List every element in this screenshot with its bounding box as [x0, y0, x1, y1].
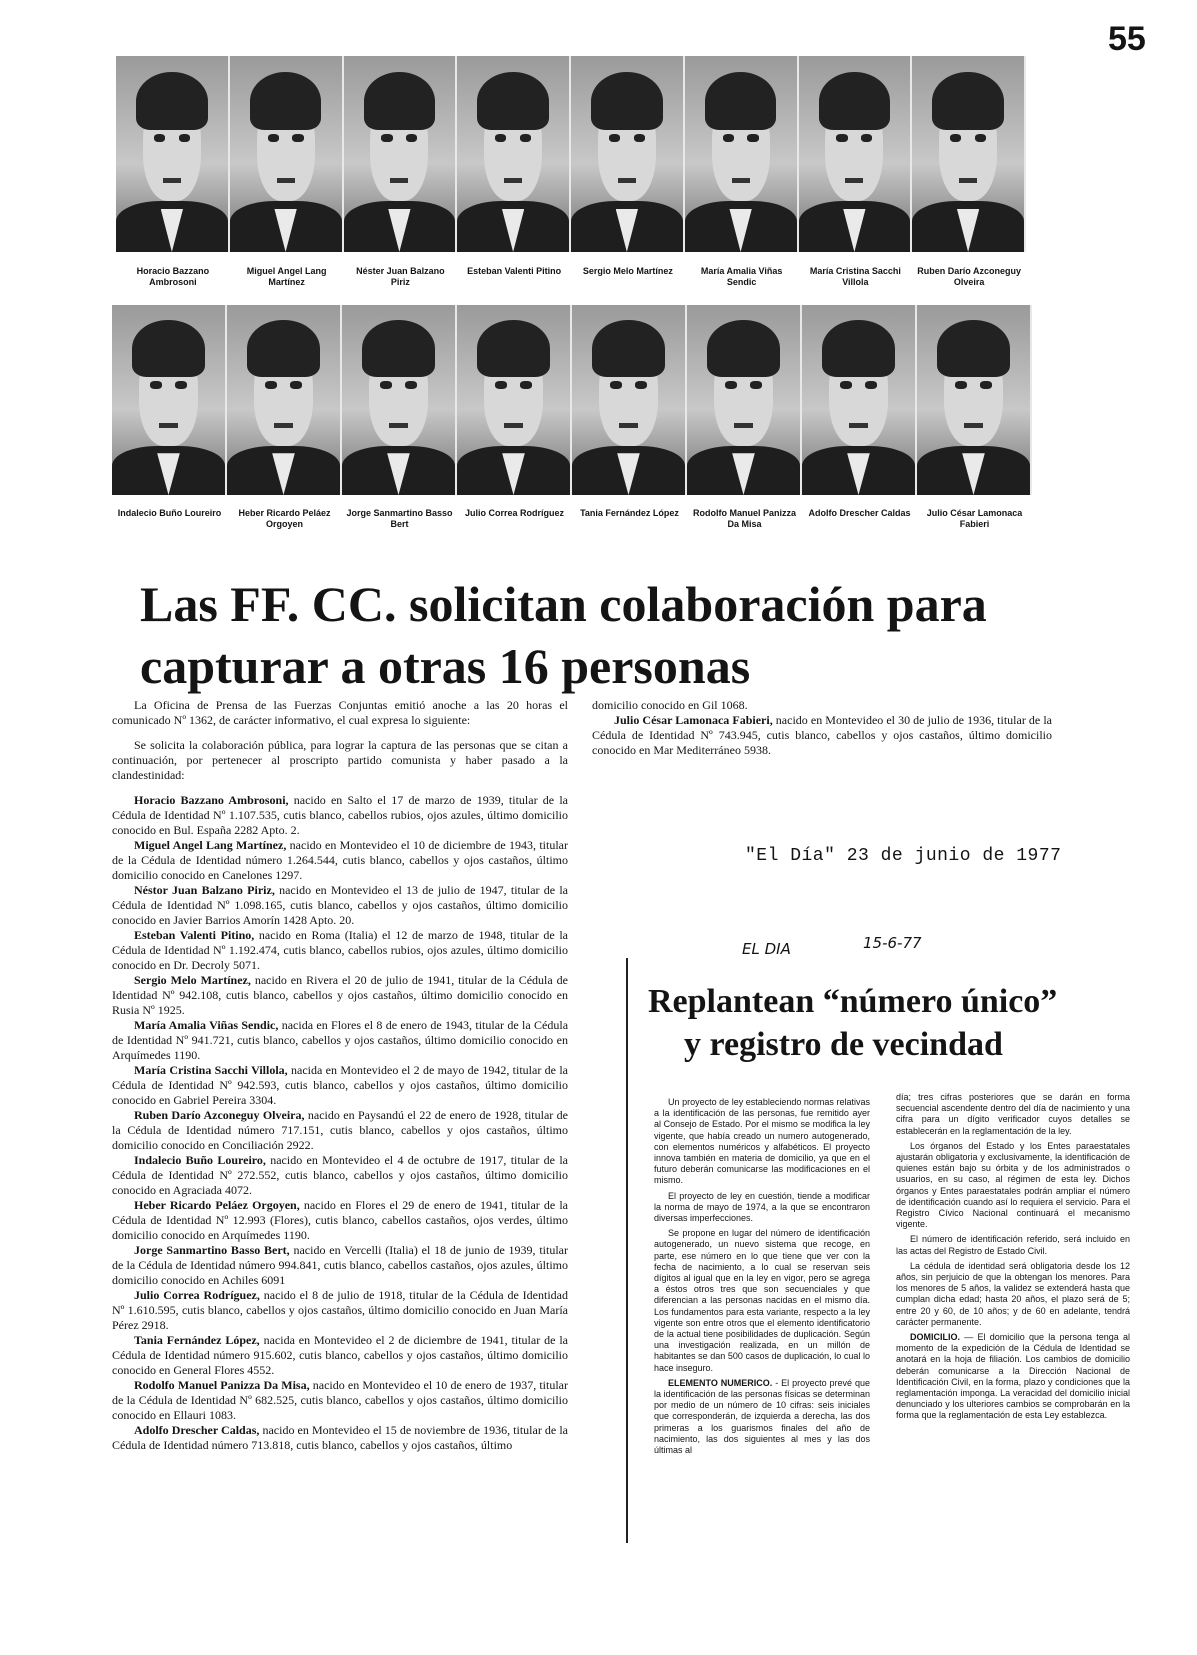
- entries-list: [112, 793, 568, 1453]
- portrait-photo: [917, 305, 1032, 495]
- portrait-caption: Sergio Melo Martínez: [582, 266, 673, 276]
- article1-headline: Las FF. CC. solicitan colaboración para capturar a otras 16 personas: [140, 576, 987, 694]
- entry-name: Miguel Angel Lang Martínez,: [134, 838, 287, 852]
- entry-text: nacido en Montevideo el 15 de noviembre de 1936, titular de la Cédula de Identidad número 713.818, cutis blanco, cabellos y ojos castaños, último: [112, 1423, 568, 1452]
- article2-headline: [648, 980, 1098, 1066]
- article2-paragraph: El número de identificación referido, será incluido en las actas del Registro de Estado Civil.: [896, 1234, 1130, 1256]
- clipping-border: [626, 958, 628, 1543]
- portrait-caption: Jorge Sanmartino Basso Bert: [346, 508, 453, 529]
- wanted-entry: [112, 1378, 568, 1423]
- entry-text: nacido en Montevideo el 10 de diciembre de 1943, titular de la Cédula de Identidad número 1.264.544, cutis blanco, cabellos y ojos castaños, último domicilio conocido en Canelones 1297.: [112, 838, 568, 882]
- wanted-entry: [112, 1063, 568, 1108]
- article2-headline-line2: y registro de vecindad: [684, 1026, 1003, 1063]
- entry-name: Heber Ricardo Peláez Orgoyen,: [134, 1198, 300, 1212]
- portrait-caption: Esteban Valenti Pitino: [467, 266, 562, 276]
- article2-column-1: [654, 1097, 870, 1460]
- article1-request: Se solicita la colaboración pública, para lograr la captura de las personas que se citan a continuación, por pertenecer al proscripto partido comunista y haber pasado a la clandestinidad:: [112, 738, 568, 782]
- source-citation: "El Día" 23 de junio de 1977: [745, 846, 1062, 866]
- entry-name: Adolfo Drescher Caldas,: [134, 1423, 260, 1437]
- portrait-caption: Indalecio Buño Loureiro: [117, 508, 222, 518]
- wanted-entry: [112, 1153, 568, 1198]
- entry-text: nacido en Roma (Italia) el 12 de marzo de 1948, titular de la Cédula de Identidad Nº 1.192.474, cutis blanco, cabellos rubios, ojos azules, último domicilio conocido en Dr. Decroly 5071.: [112, 928, 568, 972]
- wanted-entry: [112, 1423, 568, 1453]
- entry-name: María Cristina Sacchi Villola,: [134, 1063, 288, 1077]
- numerico-text: - El proyecto prevé que la identificación de las personas físicas se determinan por medio de un número de 10 cifras: seis iniciales que corresponderán, de izquierda a derecha, las dos primeras a los guarismos finales del año de nacimiento, las dos siguientes al mes y las dos últimas al: [654, 1377, 870, 1456]
- entry-name: Julio Correa Rodríguez,: [134, 1288, 260, 1302]
- article1-left-column: [112, 698, 568, 1453]
- portrait-photo: [230, 56, 344, 252]
- page-number: 55: [1108, 20, 1146, 58]
- article1-intro: La Oficina de Prensa de las Fuerzas Conjuntas emitió anoche a las 20 horas el comunicado Nº 1362, de carácter informativo, el cual expresa lo siguiente:: [112, 698, 568, 727]
- entry-text: nacido en Montevideo el 10 de enero de 1937, titular de la Cédula de Identidad Nº 682.525, cutis blanco, cabellos y ojos castaños, último domicilio conocido en Ellauri 1083.: [112, 1378, 568, 1422]
- entry-name: Julio César Lamonaca Fabieri,: [614, 713, 773, 727]
- subhead-numerico: ELEMENTO NUMERICO.: [668, 1377, 773, 1388]
- captions-row-1: [116, 266, 1026, 288]
- entry-text: nacido en Montevideo el 30 de julio de 1936, titular de la Cédula de Identidad Nº 743.945, cutis blanco, cabellos y ojos castaños, último domicilio conocido en Mar Mediterráneo 5938.: [592, 713, 1053, 757]
- entry-name: Horacio Bazzano Ambrosoni,: [134, 793, 289, 807]
- portrait-caption: Heber Ricardo Peláez Orgoyen: [238, 508, 331, 529]
- portrait-caption: Néster Juan Balzano Piriz: [356, 266, 445, 287]
- article2-domicilio: [896, 1332, 1130, 1422]
- entry-name: Rodolfo Manuel Panizza Da Misa,: [134, 1378, 310, 1392]
- wanted-entry: [112, 1198, 568, 1243]
- portrait-photo: [227, 305, 342, 495]
- wanted-entry: [112, 838, 568, 883]
- article2-paragraph: Un proyecto de ley estableciendo normas relativas a la identificación de las personas, fue remitido ayer al Consejo de Estado. Por el mismo se modifica la ley vigente, que había creado un numero autogenerado, con elementos numéricos y alfabéticos. El proyecto innova también en materia de domicilio, ya que en el futuro deberán comunicarse las modificaciones en el mismo.: [654, 1097, 870, 1186]
- photo-row-2: [112, 305, 1032, 495]
- article2-paragraph: día; tres cifras posteriores que se darán en forma secuencial ascendente dentro del día de nacimiento y una cifra para un dígito verificador cuyos detalles se establecerán en la reglamentación de la ley.: [896, 1092, 1130, 1136]
- entry-name: Sergio Melo Martínez,: [134, 973, 251, 987]
- portrait-photo: [912, 56, 1026, 252]
- wanted-entry: [112, 883, 568, 928]
- entry-text: nacido en Montevideo el 13 de julio de 1947, titular de la Cédula de Identidad Nº 1.098.165, cutis blanco, cabellos y ojos castaños, último domicilio conocido en Javier Barrios Amorín 1428 Apto. 20.: [112, 883, 569, 927]
- wanted-entry: [112, 1333, 568, 1378]
- wanted-entry: [112, 928, 568, 973]
- entry-text: nacido en Vercelli (Italia) el 18 de junio de 1939, titular de la Cédula de Identidad número 994.841, cutis blanco, cabellos castaños, ojos azules, último domicilio conocido en Achiles 6091: [112, 1243, 568, 1287]
- article2-paragraph: Los órganos del Estado y los Entes paraestatales ajustarán obligatoria y exclusivamente, la identificación de quienes están bajo su órbita y de los administrados o usuarios, en su caso, al régimen de esta ley. Dichos órganos y Entes paraestatales podrán ampliar el número de identificación cuando así lo requiera el servicio. Para el Registro Cívico Nacional continuará el mecanismo vigente.: [896, 1140, 1130, 1230]
- article2-column-2: [896, 1092, 1130, 1426]
- portrait-caption: María Amalia Viñas Sendic: [700, 266, 783, 287]
- article2-numerico: [654, 1378, 870, 1456]
- portrait-caption: Rodolfo Manuel Panizza Da Misa: [692, 508, 796, 529]
- wanted-entry: [112, 1018, 568, 1063]
- portrait-photo: [342, 305, 457, 495]
- entry-lamonaca: [592, 713, 1052, 758]
- entry-text: nacido en Rivera el 20 de julio de 1941, titular de la Cédula de Identidad Nº 942.108, cutis blanco, cabellos y ojos castaños, último domicilio conocido en Rusia Nº 1925.: [112, 973, 568, 1017]
- subhead-domicilio: DOMICILIO.: [910, 1332, 960, 1343]
- article2-paragraph: La cédula de identidad será obligatoria desde los 12 años, sin perjuicio de que la obtengan los menores. Para los menores de 5 años, la validez se extenderá hasta que cumplan dicha edad; hasta 20 años, el plazo será de 5; entre 20 y 60, de 10 años; y de 60 en adelante, tendrá carácter permanente.: [896, 1260, 1130, 1327]
- portrait-photo: [457, 305, 572, 495]
- entry-text: nacido en Montevideo el 4 de octubre de 1917, titular de la Cédula de Identidad Nº 272.552, cutis blanco, cabellos y ojos castaños, último domicilio conocido en Agraciada 4072.: [112, 1153, 568, 1197]
- entry-text: nacida en Montevideo el 2 de mayo de 1942, titular de la Cédula de Identidad Nº 942.593, cutis blanco, cabellos y ojos castaños, último domicilio conocido en Gabriel Pereira 3304.: [112, 1063, 568, 1107]
- photo-row-1: [116, 56, 1026, 252]
- article2-headline-line1: Replantean “número único”: [648, 983, 1058, 1020]
- entry-name: Néstor Juan Balzano Piriz,: [134, 883, 275, 897]
- portrait-caption: Julio Correa Rodríguez: [464, 508, 564, 518]
- entry-text: nacido en Flores el 29 de enero de 1941, titular de la Cédula de Identidad Nº 12.993 (Flores), cutis blanco, cabellos castaños, ojos verdes, último domicilio conocido en Arquímedes 1190.: [112, 1198, 568, 1242]
- wanted-entry: [112, 973, 568, 1018]
- portrait-caption: Adolfo Drescher Caldas: [808, 508, 911, 518]
- captions-row-2: [112, 508, 1032, 530]
- article1-right-column: [592, 698, 1052, 758]
- portrait-caption: Miguel Angel Lang Martínez: [246, 266, 327, 287]
- handwritten-date: 15-6-77: [863, 934, 922, 952]
- wanted-entry: [112, 1243, 568, 1288]
- portrait-photo: [802, 305, 917, 495]
- wanted-entry: [112, 1288, 568, 1333]
- handwritten-label: EL DIA: [742, 940, 791, 958]
- entry-text: nacido en Paysandú el 22 de enero de 1928, titular de la Cédula de Identidad número 717.151, cutis blanco, cabellos y ojos castaños, último domicilio conocido en Conciliación 2922.: [112, 1108, 568, 1152]
- portrait-caption: María Cristina Sacchi Villola: [809, 266, 901, 287]
- portrait-photo: [112, 305, 227, 495]
- portrait-photo: [799, 56, 913, 252]
- portrait-caption: Ruben Darío Azconeguy Olveira: [917, 266, 1021, 287]
- portrait-photo: [344, 56, 458, 252]
- entry-name: Tania Fernández López,: [134, 1333, 260, 1347]
- portrait-photo: [572, 305, 687, 495]
- portrait-photo: [685, 56, 799, 252]
- article2-paragraph: El proyecto de ley en cuestión, tiende a modificar la norma de mayo de 1974, a la que se encontraron diversas imperfecciones.: [654, 1190, 870, 1224]
- portrait-caption: Tania Fernández López: [580, 508, 679, 518]
- entry-name: Indalecio Buño Loureiro,: [134, 1153, 266, 1167]
- entry-name: Ruben Darío Azconeguy Olveira,: [134, 1108, 305, 1122]
- portrait-photo: [457, 56, 571, 252]
- portrait-photo: [116, 56, 230, 252]
- entry-name: María Amalia Viñas Sendic,: [134, 1018, 279, 1032]
- portrait-caption: Horacio Bazzano Ambrosoni: [136, 266, 210, 287]
- portrait-photo: [687, 305, 802, 495]
- article1-continuation: domicilio conocido en Gil 1068.: [592, 698, 748, 712]
- domicilio-text: — El domicilio que la persona tenga al momento de la expedición de la Cédula de Identidad se anotará en la hoja de filiación. Los cambios de domicilio deberán comunicarse a la Dirección Nacional de Identificación Civil, en la forma, plazo y condiciones que la reglamentación imponga. La veracidad del domicilio inicial denunciado y los ulteriores cambios se comprobarán en la forma que la reglamentación de esta Ley establezca.: [896, 1332, 1130, 1421]
- entry-text: nacido el 8 de julio de 1918, titular de la Cédula de Identidad Nº 1.610.595, cutis blanco, cabellos y ojos castaños, último domicilio conocido en Juan María Pérez 2918.: [112, 1288, 568, 1332]
- entry-text: nacido en Salto el 17 de marzo de 1939, titular de la Cédula de Identidad Nº 1.107.535, cutis blanco, cabellos rubios, ojos azules, último domicilio conocido en Bul. España 2282 Apto. 2.: [112, 793, 568, 837]
- wanted-entry: [112, 1108, 568, 1153]
- entry-text: nacida en Flores el 8 de enero de 1943, titular de la Cédula de Identidad Nº 941.721, cutis blanco, cabellos y ojos castaños, último domicilio conocido en Arquímedes 1190.: [112, 1018, 569, 1062]
- article2-paragraph: Se propone en lugar del número de identificación autogenerado, un nuevo sistema que recoge, en parte, ese número en lo que tiene que ver con la fecha de nacimiento, a lo cual se reservan seis dígitos al igual que en la ley en vigor, pero se agrega a éstos otros tres que son secuenciales y que diferencian a las personas nacidas en el mismo día. Los fundamentos para esta variante, respecto a la ley vigente son entre otros que el elemento identificatorio de la actual tiene posibilidades de duplicación. Según una investigación realizada, en un millón de habitantes se dan 500 casos de duplicación, lo cual lo hace inseguro.: [654, 1228, 870, 1373]
- entry-name: Esteban Valenti Pitino,: [134, 928, 255, 942]
- entry-name: Jorge Sanmartino Basso Bert,: [134, 1243, 290, 1257]
- portrait-photo: [571, 56, 685, 252]
- portrait-caption: Julio César Lamonaca Fabieri: [926, 508, 1023, 529]
- wanted-entry: [112, 793, 568, 838]
- entry-text: nacida en Montevideo el 2 de diciembre de 1941, titular de la Cédula de Identidad número 915.602, cutis blanco, cabellos y ojos castaños, último domicilio conocido en General Flores 4552.: [112, 1333, 568, 1377]
